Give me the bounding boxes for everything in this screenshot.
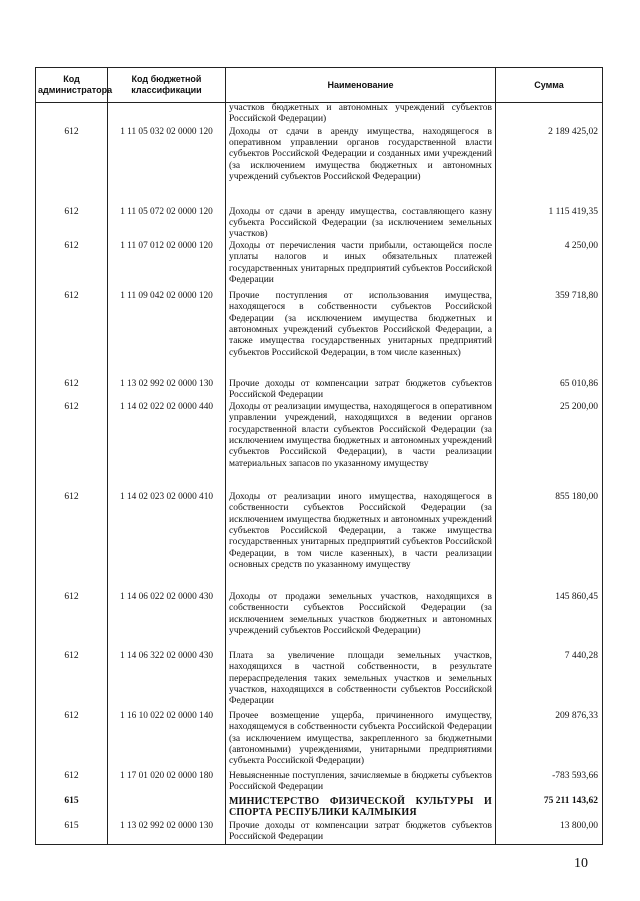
admin-code-cell: 615 bbox=[36, 821, 108, 845]
budget-code-cell: 1 14 02 022 02 0000 440 bbox=[108, 402, 226, 492]
budget-code-cell: 1 17 01 020 02 0000 180 bbox=[108, 771, 226, 796]
budget-code-cell: 1 11 09 042 02 0000 120 bbox=[108, 291, 226, 379]
sum-cell: 7 440,28 bbox=[496, 651, 603, 711]
name-cell: МИНИСТЕРСТВО ФИЗИЧЕСКОЙ КУЛЬТУРЫ И СПОРТА РЕСПУБЛИКИ КАЛМЫКИЯ bbox=[226, 796, 496, 821]
budget-code-cell: 1 14 06 022 02 0000 430 bbox=[108, 592, 226, 651]
name-cell: Прочее возмещение ущерба, причиненного имуществу, находящемуся в собственности субъекта Российской Федерации (за исключением имущества, закрепленного за бюджетными (автономными) учреждениями, унитарными предприятиями субъекта Российской Федерации) bbox=[226, 711, 496, 771]
table-body bbox=[36, 103, 603, 845]
admin-code-cell: 612 bbox=[36, 402, 108, 492]
name-cell: Прочие поступления от использования имущества, находящегося в собственности субъектов Российской Федерации (за исключением имущества бюджетных и автономных учреждений субъектов Российской Федерации, а также имущества государственных унитарных предприятий субъектов Российской Федерации, в том числе казенных) bbox=[226, 291, 496, 379]
header-sum: Сумма bbox=[496, 68, 603, 103]
sum-cell: 25 200,00 bbox=[496, 402, 603, 492]
budget-code-cell: 1 16 10 022 02 0000 140 bbox=[108, 711, 226, 771]
sum-cell: 209 876,33 bbox=[496, 711, 603, 771]
name-cell: Доходы от сдачи в аренду имущества, составляющего казну субъекта Российской Федерации (за исключением земельных участков) bbox=[226, 207, 496, 241]
admin-code-cell: 612 bbox=[36, 592, 108, 651]
name-cell: Доходы от перечисления части прибыли, остающейся после уплаты налогов и иных обязательных платежей государственных унитарных предприятий субъектов Российской Федерации bbox=[226, 241, 496, 291]
admin-code-cell: 612 bbox=[36, 241, 108, 291]
admin-code-cell bbox=[36, 103, 108, 127]
admin-code-cell: 612 bbox=[36, 207, 108, 241]
sum-cell: 65 010,86 bbox=[496, 379, 603, 402]
sum-cell: 145 860,45 bbox=[496, 592, 603, 651]
budget-code-cell bbox=[108, 103, 226, 127]
header-budget-code: Код бюджетной классификации bbox=[108, 68, 226, 103]
budget-code-cell: 1 13 02 992 02 0000 130 bbox=[108, 821, 226, 845]
admin-code-cell: 612 bbox=[36, 651, 108, 711]
sum-cell: 359 718,80 bbox=[496, 291, 603, 379]
table-row bbox=[36, 241, 603, 291]
table-row bbox=[36, 207, 603, 241]
table-row bbox=[36, 651, 603, 711]
budget-code-cell: 1 11 07 012 02 0000 120 bbox=[108, 241, 226, 291]
table-row bbox=[36, 379, 603, 402]
table-row bbox=[36, 771, 603, 796]
admin-code-cell: 612 bbox=[36, 771, 108, 796]
name-cell: Прочие доходы от компенсации затрат бюджетов субъектов Российской Федерации bbox=[226, 821, 496, 845]
sum-cell bbox=[496, 103, 603, 127]
admin-code-cell: 615 bbox=[36, 796, 108, 821]
table-row bbox=[36, 592, 603, 651]
table-row bbox=[36, 711, 603, 771]
name-cell: Прочие доходы от компенсации затрат бюджетов субъектов Российской Федерации bbox=[226, 379, 496, 402]
sum-cell: 4 250,00 bbox=[496, 241, 603, 291]
name-cell: Доходы от реализации имущества, находящегося в оперативном управлении учреждений, находящихся в ведении органов государственной власти субъектов Российской Федерации (за исключением имущества бюджетных и автономных учреждений субъектов Российской Федерации), в части реализации материальных запасов по указанному имуществу bbox=[226, 402, 496, 492]
table-row bbox=[36, 821, 603, 845]
budget-code-cell: 1 13 02 992 02 0000 130 bbox=[108, 379, 226, 402]
table-row bbox=[36, 492, 603, 592]
name-cell: Доходы от реализации иного имущества, находящегося в собственности субъектов Российской Федерации (за исключением имущества бюджетных и автономных учреждений субъектов Российской Федерации, а также имущества государственных унитарных предприятий субъектов Российской Федерации, в том числе казенных), в части реализации основных средств по указанному имуществу bbox=[226, 492, 496, 592]
name-cell: участков бюджетных и автономных учреждений субъектов Российской Федерации) bbox=[226, 103, 496, 127]
admin-code-cell: 612 bbox=[36, 492, 108, 592]
sum-cell: -783 593,66 bbox=[496, 771, 603, 796]
sum-cell: 13 800,00 bbox=[496, 821, 603, 845]
table-row bbox=[36, 291, 603, 379]
header-admin-code: Код администратора bbox=[36, 68, 108, 103]
admin-code-cell: 612 bbox=[36, 127, 108, 207]
budget-code-cell bbox=[108, 796, 226, 821]
sum-cell: 75 211 143,62 bbox=[496, 796, 603, 821]
admin-code-cell: 612 bbox=[36, 379, 108, 402]
name-cell: Доходы от продажи земельных участков, находящихся в собственности субъектов Российской Федерации (за исключением земельных участков бюджетных и автономных учреждений субъектов Российской Федерации) bbox=[226, 592, 496, 651]
page-number: 10 bbox=[574, 856, 588, 871]
table-row bbox=[36, 127, 603, 207]
header-name: Наименование bbox=[226, 68, 496, 103]
budget-code-cell: 1 11 05 032 02 0000 120 bbox=[108, 127, 226, 207]
table-row bbox=[36, 402, 603, 492]
sum-cell: 1 115 419,35 bbox=[496, 207, 603, 241]
budget-code-cell: 1 14 02 023 02 0000 410 bbox=[108, 492, 226, 592]
admin-code-cell: 612 bbox=[36, 711, 108, 771]
table-row bbox=[36, 796, 603, 821]
revenue-table bbox=[35, 67, 603, 845]
name-cell: Невыясненные поступления, зачисляемые в бюджеты субъектов Российской Федерации bbox=[226, 771, 496, 796]
budget-code-cell: 1 14 06 322 02 0000 430 bbox=[108, 651, 226, 711]
sum-cell: 855 180,00 bbox=[496, 492, 603, 592]
admin-code-cell: 612 bbox=[36, 291, 108, 379]
name-cell: Доходы от сдачи в аренду имущества, находящегося в оперативном управлении органов государственной власти субъектов Российской Федерации и созданных ими учреждений (за исключением имущества бюджетных и автономных учреждений субъектов Российской Федерации) bbox=[226, 127, 496, 207]
budget-code-cell: 1 11 05 072 02 0000 120 bbox=[108, 207, 226, 241]
sum-cell: 2 189 425,02 bbox=[496, 127, 603, 207]
table-row bbox=[36, 103, 603, 127]
name-cell: Плата за увеличение площади земельных участков, находящихся в частной собственности, в результате перераспределения таких земельных участков и земельных участков, находящихся в собственности субъектов Российской Федерации bbox=[226, 651, 496, 711]
